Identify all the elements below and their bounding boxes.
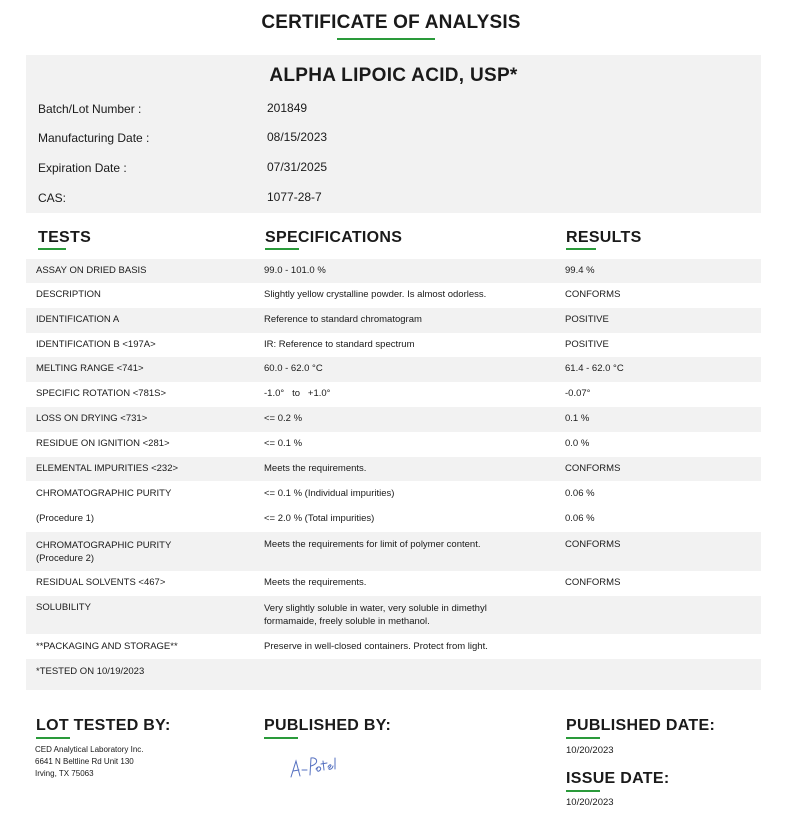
test-result: CONFORMS bbox=[565, 463, 621, 474]
test-name: LOSS ON DRYING <731> bbox=[36, 413, 148, 424]
test-specification: <= 2.0 % (Total impurities) bbox=[264, 513, 375, 524]
specifications-header-underline bbox=[265, 248, 299, 250]
batch-lot-value: 201849 bbox=[267, 101, 308, 115]
published-date-value: 10/20/2023 bbox=[566, 745, 614, 756]
test-specification: Reference to standard chromatogram bbox=[264, 314, 422, 325]
test-specification: Meets the requirements for limit of polymer content. bbox=[264, 539, 481, 550]
test-result: -0.07° bbox=[565, 388, 591, 399]
batch-lot-label: Batch/Lot Number : bbox=[38, 102, 142, 116]
tested-on-note: *TESTED ON 10/19/2023 bbox=[36, 666, 145, 677]
lab-city: Irving, TX 75063 bbox=[35, 769, 94, 778]
test-result: 0.06 % bbox=[565, 488, 595, 499]
table-row bbox=[26, 481, 761, 506]
test-name: ELEMENTAL IMPURITIES <232> bbox=[36, 463, 179, 474]
published-date-heading: PUBLISHED DATE: bbox=[566, 717, 716, 734]
test-specification: Preserve in well-closed containers. Protect from light. bbox=[264, 641, 488, 652]
test-name: DESCRIPTION bbox=[36, 289, 101, 300]
published-by-underline bbox=[264, 737, 298, 739]
lot-tested-by-underline bbox=[36, 737, 70, 739]
test-specification: Meets the requirements. bbox=[264, 577, 367, 588]
tests-header-underline bbox=[38, 248, 66, 250]
issue-date-value: 10/20/2023 bbox=[566, 797, 614, 808]
test-name: IDENTIFICATION A bbox=[36, 314, 120, 325]
table-row bbox=[26, 407, 761, 432]
test-specification: Very slightly soluble in water, very soluble in dimethyl bbox=[264, 603, 487, 614]
table-row bbox=[26, 506, 761, 532]
test-name: **PACKAGING AND STORAGE** bbox=[36, 641, 178, 652]
issue-date-heading: ISSUE DATE: bbox=[566, 770, 670, 787]
manufacturing-date-value: 08/15/2023 bbox=[267, 130, 328, 144]
table-row bbox=[26, 357, 761, 382]
table-row bbox=[26, 259, 761, 283]
lab-street: 6641 N Beltline Rd Unit 130 bbox=[35, 757, 134, 766]
test-name: RESIDUE ON IGNITION <281> bbox=[36, 438, 170, 449]
published-by-heading: PUBLISHED BY: bbox=[264, 717, 392, 734]
test-name: SOLUBILITY bbox=[36, 602, 91, 613]
document-title: CERTIFICATE OF ANALYSIS bbox=[261, 12, 521, 33]
expiration-date-label: Expiration Date : bbox=[38, 161, 127, 175]
table-row bbox=[26, 532, 761, 571]
expiration-date-value: 07/31/2025 bbox=[267, 160, 328, 174]
table-row bbox=[26, 634, 761, 659]
specifications-header: SPECIFICATIONS bbox=[265, 229, 403, 246]
table-row bbox=[26, 432, 761, 457]
issue-date-underline bbox=[566, 790, 600, 792]
test-specification: <= 0.1 % (Individual impurities) bbox=[264, 488, 395, 499]
published-date-underline bbox=[566, 737, 600, 739]
product-info-panel bbox=[26, 55, 761, 213]
test-result: 0.1 % bbox=[565, 413, 590, 424]
test-result: POSITIVE bbox=[565, 314, 609, 325]
test-specification: Slightly yellow crystalline powder. Is almost odorless. bbox=[264, 289, 487, 300]
test-name-continued: (Procedure 2) bbox=[36, 553, 95, 564]
test-specification: 60.0 - 62.0 °C bbox=[264, 363, 323, 374]
table-row bbox=[26, 382, 761, 407]
test-specification: Meets the requirements. bbox=[264, 463, 367, 474]
test-name: RESIDUAL SOLVENTS <467> bbox=[36, 577, 166, 588]
table-row bbox=[26, 333, 761, 357]
test-result: 0.06 % bbox=[565, 513, 595, 524]
test-result: POSITIVE bbox=[565, 339, 609, 350]
results-header: RESULTS bbox=[566, 229, 642, 246]
table-row bbox=[26, 571, 761, 596]
cas-value: 1077-28-7 bbox=[267, 190, 322, 204]
test-name: SPECIFIC ROTATION <781S> bbox=[36, 388, 167, 399]
results-header-underline bbox=[566, 248, 596, 250]
table-row bbox=[26, 457, 761, 481]
test-result: CONFORMS bbox=[565, 577, 621, 588]
title-underline bbox=[337, 38, 435, 40]
lab-name: CED Analytical Laboratory Inc. bbox=[35, 745, 144, 754]
test-result: 0.0 % bbox=[565, 438, 590, 449]
test-specification: 99.0 - 101.0 % bbox=[264, 265, 326, 276]
test-name: MELTING RANGE <741> bbox=[36, 363, 144, 374]
test-result: CONFORMS bbox=[565, 289, 621, 300]
test-name: CHROMATOGRAPHIC PURITY bbox=[36, 540, 172, 551]
test-specification-continued: formamaide, freely soluble in methanol. bbox=[264, 616, 430, 627]
signature-image bbox=[288, 752, 342, 782]
product-name: ALPHA LIPOIC ACID, USP* bbox=[269, 65, 518, 86]
table-row bbox=[26, 308, 761, 333]
test-result: 99.4 % bbox=[565, 265, 595, 276]
table-row bbox=[26, 659, 761, 690]
test-name: IDENTIFICATION B <197A> bbox=[36, 339, 156, 350]
lot-tested-by-heading: LOT TESTED BY: bbox=[36, 717, 171, 734]
cas-label: CAS: bbox=[38, 191, 67, 205]
manufacturing-date-label: Manufacturing Date : bbox=[38, 131, 150, 145]
test-specification: <= 0.2 % bbox=[264, 413, 303, 424]
test-name: ASSAY ON DRIED BASIS bbox=[36, 265, 147, 276]
table-row bbox=[26, 596, 761, 634]
test-specification: -1.0° to +1.0° bbox=[264, 388, 331, 399]
test-specification: IR: Reference to standard spectrum bbox=[264, 339, 415, 350]
table-row bbox=[26, 283, 761, 308]
test-specification: <= 0.1 % bbox=[264, 438, 303, 449]
test-result: 61.4 - 62.0 °C bbox=[565, 363, 624, 374]
test-name: CHROMATOGRAPHIC PURITY bbox=[36, 488, 172, 499]
test-result: CONFORMS bbox=[565, 539, 621, 550]
tests-header: TESTS bbox=[38, 229, 92, 246]
test-name: (Procedure 1) bbox=[36, 513, 95, 524]
